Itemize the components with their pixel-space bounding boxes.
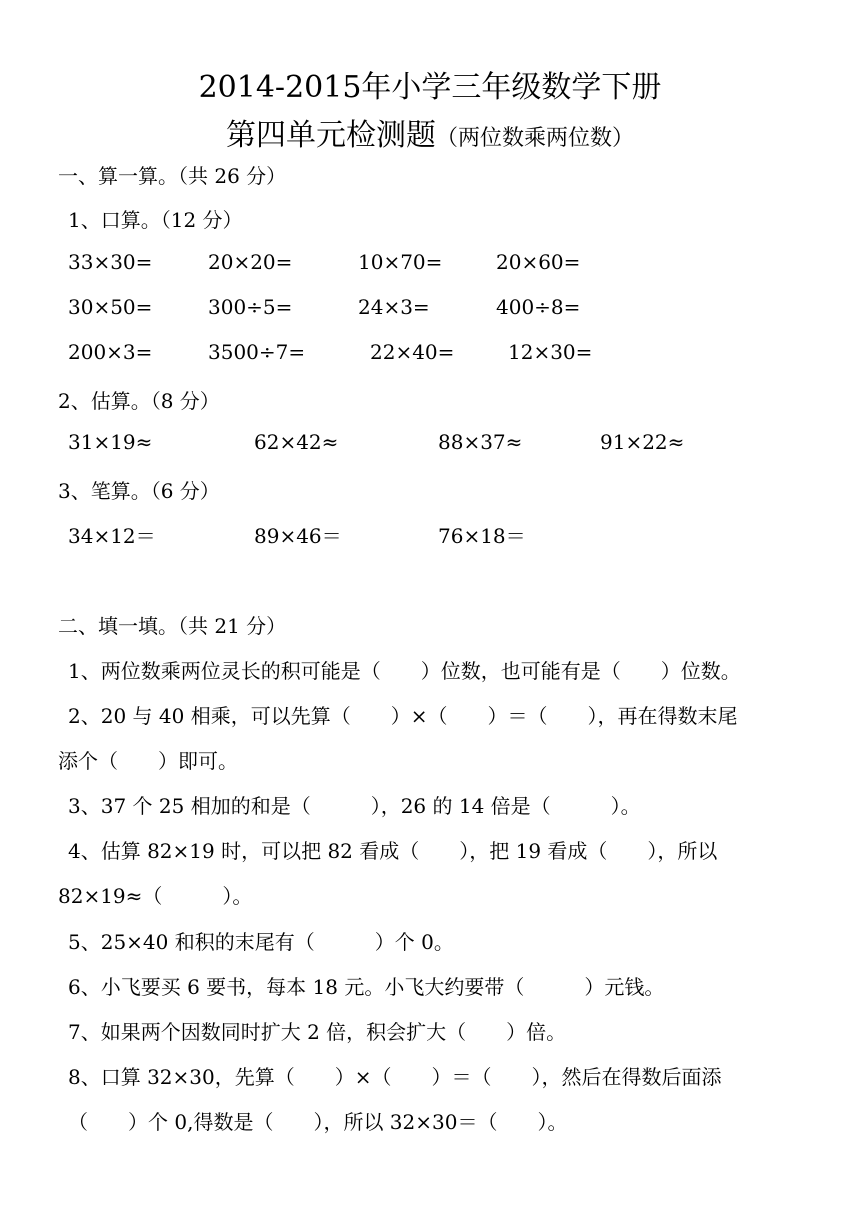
oral-item: 20×20= bbox=[208, 250, 293, 274]
fill-question-continuation: 添个（ ）即可。 bbox=[58, 749, 238, 773]
fill-question: 6、小飞要买 6 要书，每本 18 元。小飞大约要带（ ）元钱。 bbox=[68, 975, 665, 999]
written-calc-item: 76×18＝ bbox=[438, 524, 526, 548]
oral-item: 33×30= bbox=[68, 250, 153, 274]
estimate-item: 88×37≈ bbox=[438, 430, 523, 454]
title-line-2 bbox=[0, 110, 860, 154]
fill-question: 7、如果两个因数同时扩大 2 倍，积会扩大（ ）倍。 bbox=[68, 1020, 567, 1044]
fill-question: 8、口算 32×30，先算（ ）×（ ）＝（ ），然后在得数后面添 bbox=[68, 1065, 722, 1089]
oral-item: 24×3= bbox=[358, 295, 430, 319]
title-subtitle: （两位数乘两位数） bbox=[435, 126, 634, 151]
fill-question: 4、估算 82×19 时，可以把 82 看成（ ），把 19 看成（ ），所以 bbox=[68, 839, 718, 863]
fill-question: 5、25×40 和积的末尾有（ ）个 0。 bbox=[68, 930, 454, 954]
oral-item: 200×3= bbox=[68, 340, 153, 364]
oral-item: 20×60= bbox=[496, 250, 581, 274]
title-main: 第四单元检测题 bbox=[225, 118, 436, 153]
part3-heading: 3、笔算。（6 分） bbox=[58, 479, 220, 503]
oral-item: 30×50= bbox=[68, 295, 153, 319]
oral-item: 300÷5= bbox=[208, 295, 293, 319]
fill-question: 2、20 与 40 相乘，可以先算（ ）×（ ）＝（ ），再在得数末尾 bbox=[68, 704, 738, 728]
estimate-item: 91×22≈ bbox=[600, 430, 685, 454]
oral-item: 22×40= bbox=[370, 340, 455, 364]
title-line-1: 2014-2015年小学三年级数学下册 bbox=[198, 70, 662, 105]
section1-heading: 一、算一算。（共 26 分） bbox=[58, 164, 287, 188]
oral-item: 10×70= bbox=[358, 250, 443, 274]
written-calc-item: 89×46＝ bbox=[254, 524, 342, 548]
section2-heading: 二、填一填。（共 21 分） bbox=[58, 614, 287, 638]
oral-item: 12×30= bbox=[508, 340, 593, 364]
part2-heading: 2、估算。（8 分） bbox=[58, 389, 220, 413]
fill-question: 1、两位数乘两位灵长的积可能是（ ）位数，也可能有是（ ）位数。 bbox=[68, 659, 741, 683]
oral-item: 3500÷7= bbox=[208, 340, 306, 364]
estimate-item: 62×42≈ bbox=[254, 430, 339, 454]
fill-question: 3、37 个 25 相加的和是（ ），26 的 14 倍是（ ）。 bbox=[68, 794, 641, 818]
fill-question-continuation: 82×19≈（ ）。 bbox=[58, 884, 253, 908]
estimate-item: 31×19≈ bbox=[68, 430, 153, 454]
part1-heading: 1、口算。（12 分） bbox=[68, 208, 243, 232]
written-calc-item: 34×12＝ bbox=[68, 524, 156, 548]
fill-question-continuation: （ ）个 0,得数是（ ），所以 32×30＝（ ）。 bbox=[68, 1110, 568, 1134]
oral-item: 400÷8= bbox=[496, 295, 581, 319]
